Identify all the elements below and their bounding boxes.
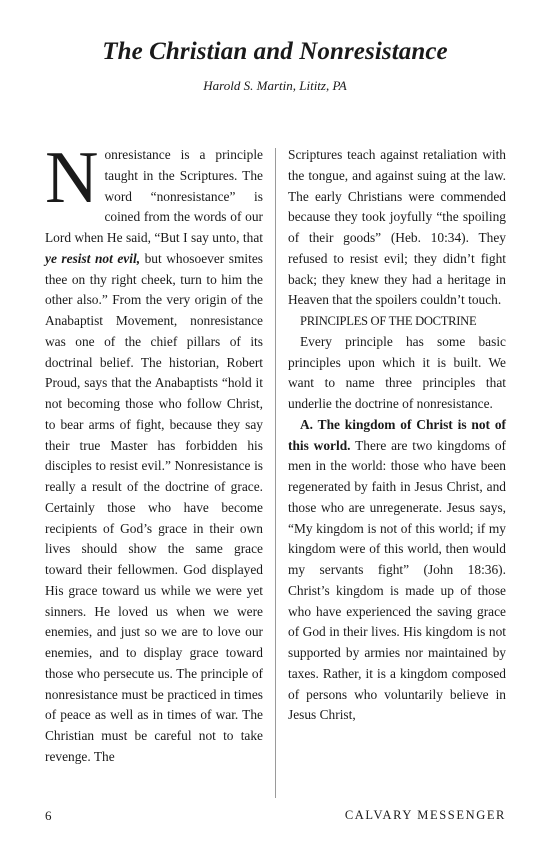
paragraph-kingdom: [288, 415, 506, 726]
page-number: 6: [45, 808, 52, 823]
right-column: [288, 145, 506, 726]
article-author: Harold S. Martin, Lititz, PA: [203, 78, 347, 93]
intro-emphasis: ye resist not evil,: [45, 250, 141, 266]
kingdom-body: There are two kingdoms of men in the world: those who have been regenerated by faith in Jesus Christ, and those who are unregenerate. Jesus says, “My kingdom is not of this world; if my kingdom were of this world, then would my servants fight” (John 18:36). Christ’s kingdom is made up of those who have experienced the saving grace of God in their lives. His kingdom is not supported by armies nor maintained by taxes. Rather, it is a kingdom composed of persons who voluntarily believe in Jesus Christ,: [288, 437, 506, 723]
drop-cap: N: [45, 137, 99, 219]
column-divider: [275, 148, 276, 798]
left-column: [45, 137, 263, 768]
magazine-name: CALVARY MESSENGER: [344, 808, 506, 822]
section-heading: PRINCIPLES OF THE DOCTRINE: [300, 314, 477, 328]
intro-text-a: onresistance is a principle taught in the Scriptures. The word “nonresistance” is coined from the words of our Lord when He said, “But I say unto, that: [45, 147, 263, 245]
kingdom-lead: A. The kingdom of Christ is not of this world.: [288, 416, 506, 453]
paragraph-intro: [45, 137, 263, 768]
article-title: The Christian and Nonresistance: [102, 38, 448, 65]
intro-text-b: but whosoever smites thee on thy right cheek, turn to him the other also.” From the very origin of the Anabaptist Movement, nonresistance was one of the chief pillars of its doctrinal belief. The historian, Robert Proud, says that the Anabaptists “hold it not becoming those who follow Christ, to bear arms of fight, because they say their true Master has forbidden his disciples to resist evil.” Nonresistance is really a result of the doctrine of grace. Certainly those who have become recipients of God’s grace in their own lives should show the same grace toward their fellowmen. God displayed His grace toward us while we were yet sinners. He loved us when we were enemies, and just so we are to love our enemies, and to display grace toward those who persecute us. The principle of nonresistance must be practiced in times of peace as well as in times of war. The Christian must be careful not to take revenge. The: [45, 250, 263, 764]
paragraph-continued: Scriptures teach against retaliation with the tongue, and against suing at the law. The early Christians were commended because they took joyfully “the spoiling of their goods” (Heb. 10:34). They refused to resist evil; they didn’t fight back; they knew they had a heritage in Heaven that the spoilers couldn’t touch.: [288, 147, 506, 308]
paragraph-principles: Every principle has some basic principles upon which it is built. We want to name three principles that underlie the doctrine of nonresistance.: [288, 333, 506, 411]
